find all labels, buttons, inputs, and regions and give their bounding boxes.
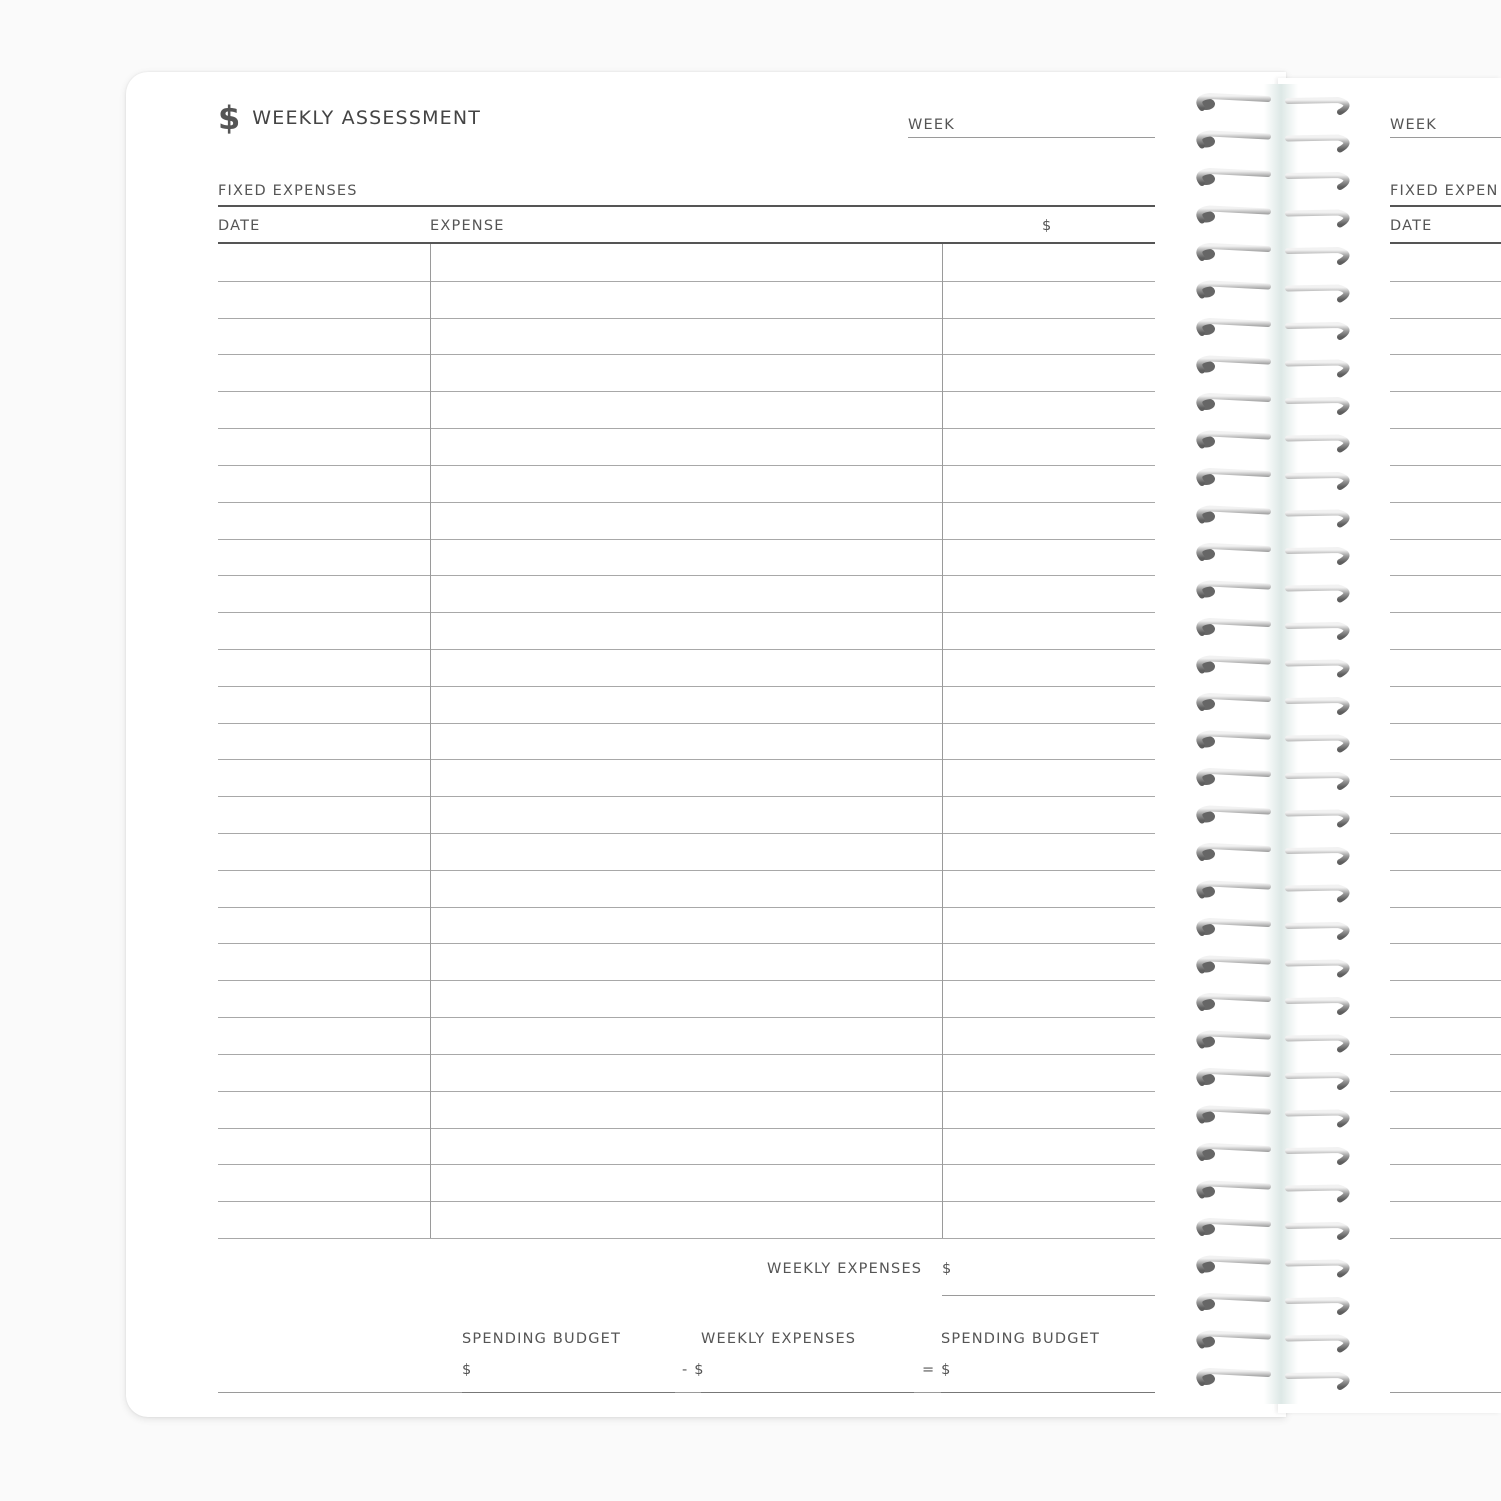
- right-table-row: [1390, 502, 1501, 503]
- left-page: [126, 72, 1286, 1417]
- table-row[interactable]: [218, 1201, 1155, 1202]
- column-header-date: DATE: [218, 218, 261, 234]
- spending-budget-currency: $: [462, 1362, 473, 1378]
- right-table-row: [1390, 318, 1501, 319]
- right-table-row: [1390, 1238, 1501, 1239]
- right-table-row: [1390, 575, 1501, 576]
- table-row[interactable]: [218, 796, 1155, 797]
- minus-currency: - $: [682, 1362, 705, 1378]
- right-table-row: [1390, 281, 1501, 282]
- right-table-row: [1390, 354, 1501, 355]
- right-week-label: WEEK: [1390, 117, 1437, 133]
- weekly-expenses-label: WEEKLY EXPENSES: [767, 1261, 923, 1277]
- table-row[interactable]: [218, 539, 1155, 540]
- right-table-row: [1390, 796, 1501, 797]
- right-table-row: [1390, 907, 1501, 908]
- table-row[interactable]: [218, 1091, 1155, 1092]
- table-row[interactable]: [218, 833, 1155, 834]
- column-divider-date: [430, 244, 431, 1238]
- table-row[interactable]: [218, 318, 1155, 319]
- right-week-field[interactable]: [1390, 137, 1501, 138]
- right-summary-baseline: [1390, 1392, 1501, 1393]
- table-row[interactable]: [218, 723, 1155, 724]
- table-row[interactable]: [218, 1164, 1155, 1165]
- right-table-row: [1390, 870, 1501, 871]
- right-table-row: [1390, 649, 1501, 650]
- table-row[interactable]: [218, 575, 1155, 576]
- table-row[interactable]: [218, 354, 1155, 355]
- table-row[interactable]: [218, 759, 1155, 760]
- table-row[interactable]: [218, 980, 1155, 981]
- right-table-row: [1390, 1091, 1501, 1092]
- right-table-row: [1390, 686, 1501, 687]
- summary-weekly-expenses-label: WEEKLY EXPENSES: [701, 1331, 857, 1347]
- table-row[interactable]: [218, 612, 1155, 613]
- right-table-row: [1390, 1054, 1501, 1055]
- weekly-expenses-currency: $: [942, 1261, 953, 1277]
- table-row[interactable]: [218, 502, 1155, 503]
- right-table-row: [1390, 465, 1501, 466]
- equals-currency: = $: [922, 1362, 952, 1378]
- table-row[interactable]: [218, 428, 1155, 429]
- spiral-binding: [1188, 84, 1363, 1404]
- right-table-row: [1390, 1164, 1501, 1165]
- section-label: FIXED EXPENSES: [218, 183, 358, 199]
- right-table-row: [1390, 759, 1501, 760]
- right-table-row: [1390, 833, 1501, 834]
- week-label: WEEK: [908, 117, 955, 133]
- week-field[interactable]: [908, 137, 1155, 138]
- dollar-icon: $: [218, 99, 241, 137]
- right-table-row: [1390, 1201, 1501, 1202]
- table-row[interactable]: [218, 870, 1155, 871]
- header-rule: [218, 242, 1155, 244]
- column-header-expense: EXPENSE: [430, 218, 505, 234]
- spine: [1264, 84, 1298, 1404]
- table-row[interactable]: [218, 943, 1155, 944]
- right-table-row: [1390, 980, 1501, 981]
- column-header-amount: $: [1042, 218, 1053, 234]
- right-table-row: [1390, 1128, 1501, 1129]
- right-column-header-date: DATE: [1390, 218, 1433, 234]
- right-section-rule: [1390, 205, 1501, 207]
- table-row[interactable]: [218, 1128, 1155, 1129]
- result-spending-budget-field[interactable]: [941, 1392, 1155, 1393]
- table-row[interactable]: [218, 907, 1155, 908]
- right-table-row: [1390, 428, 1501, 429]
- right-table-row: [1390, 391, 1501, 392]
- weekly-expenses-field[interactable]: [942, 1295, 1155, 1296]
- right-table-row: [1390, 943, 1501, 944]
- right-header-rule: [1390, 242, 1501, 244]
- right-table-row: [1390, 723, 1501, 724]
- right-table-row: [1390, 612, 1501, 613]
- table-row[interactable]: [218, 281, 1155, 282]
- right-table-row: [1390, 539, 1501, 540]
- spending-budget-label: SPENDING BUDGET: [462, 1331, 622, 1347]
- right-section-label: FIXED EXPEN: [1390, 183, 1499, 199]
- table-row[interactable]: [218, 1017, 1155, 1018]
- table-row[interactable]: [218, 686, 1155, 687]
- spending-budget-field[interactable]: [462, 1392, 675, 1393]
- right-table-row: [1390, 1017, 1501, 1018]
- page-header: [218, 99, 482, 137]
- table-row[interactable]: [218, 1054, 1155, 1055]
- result-spending-budget-label: SPENDING BUDGET: [941, 1331, 1101, 1347]
- table-row[interactable]: [218, 391, 1155, 392]
- page-title: WEEKLY ASSESSMENT: [252, 107, 482, 129]
- table-row[interactable]: [218, 465, 1155, 466]
- section-rule: [218, 205, 1155, 207]
- column-divider-amount: [942, 244, 943, 1238]
- summary-weekly-expenses-field[interactable]: [701, 1392, 914, 1393]
- table-row[interactable]: [218, 649, 1155, 650]
- table-row[interactable]: [218, 1238, 1155, 1239]
